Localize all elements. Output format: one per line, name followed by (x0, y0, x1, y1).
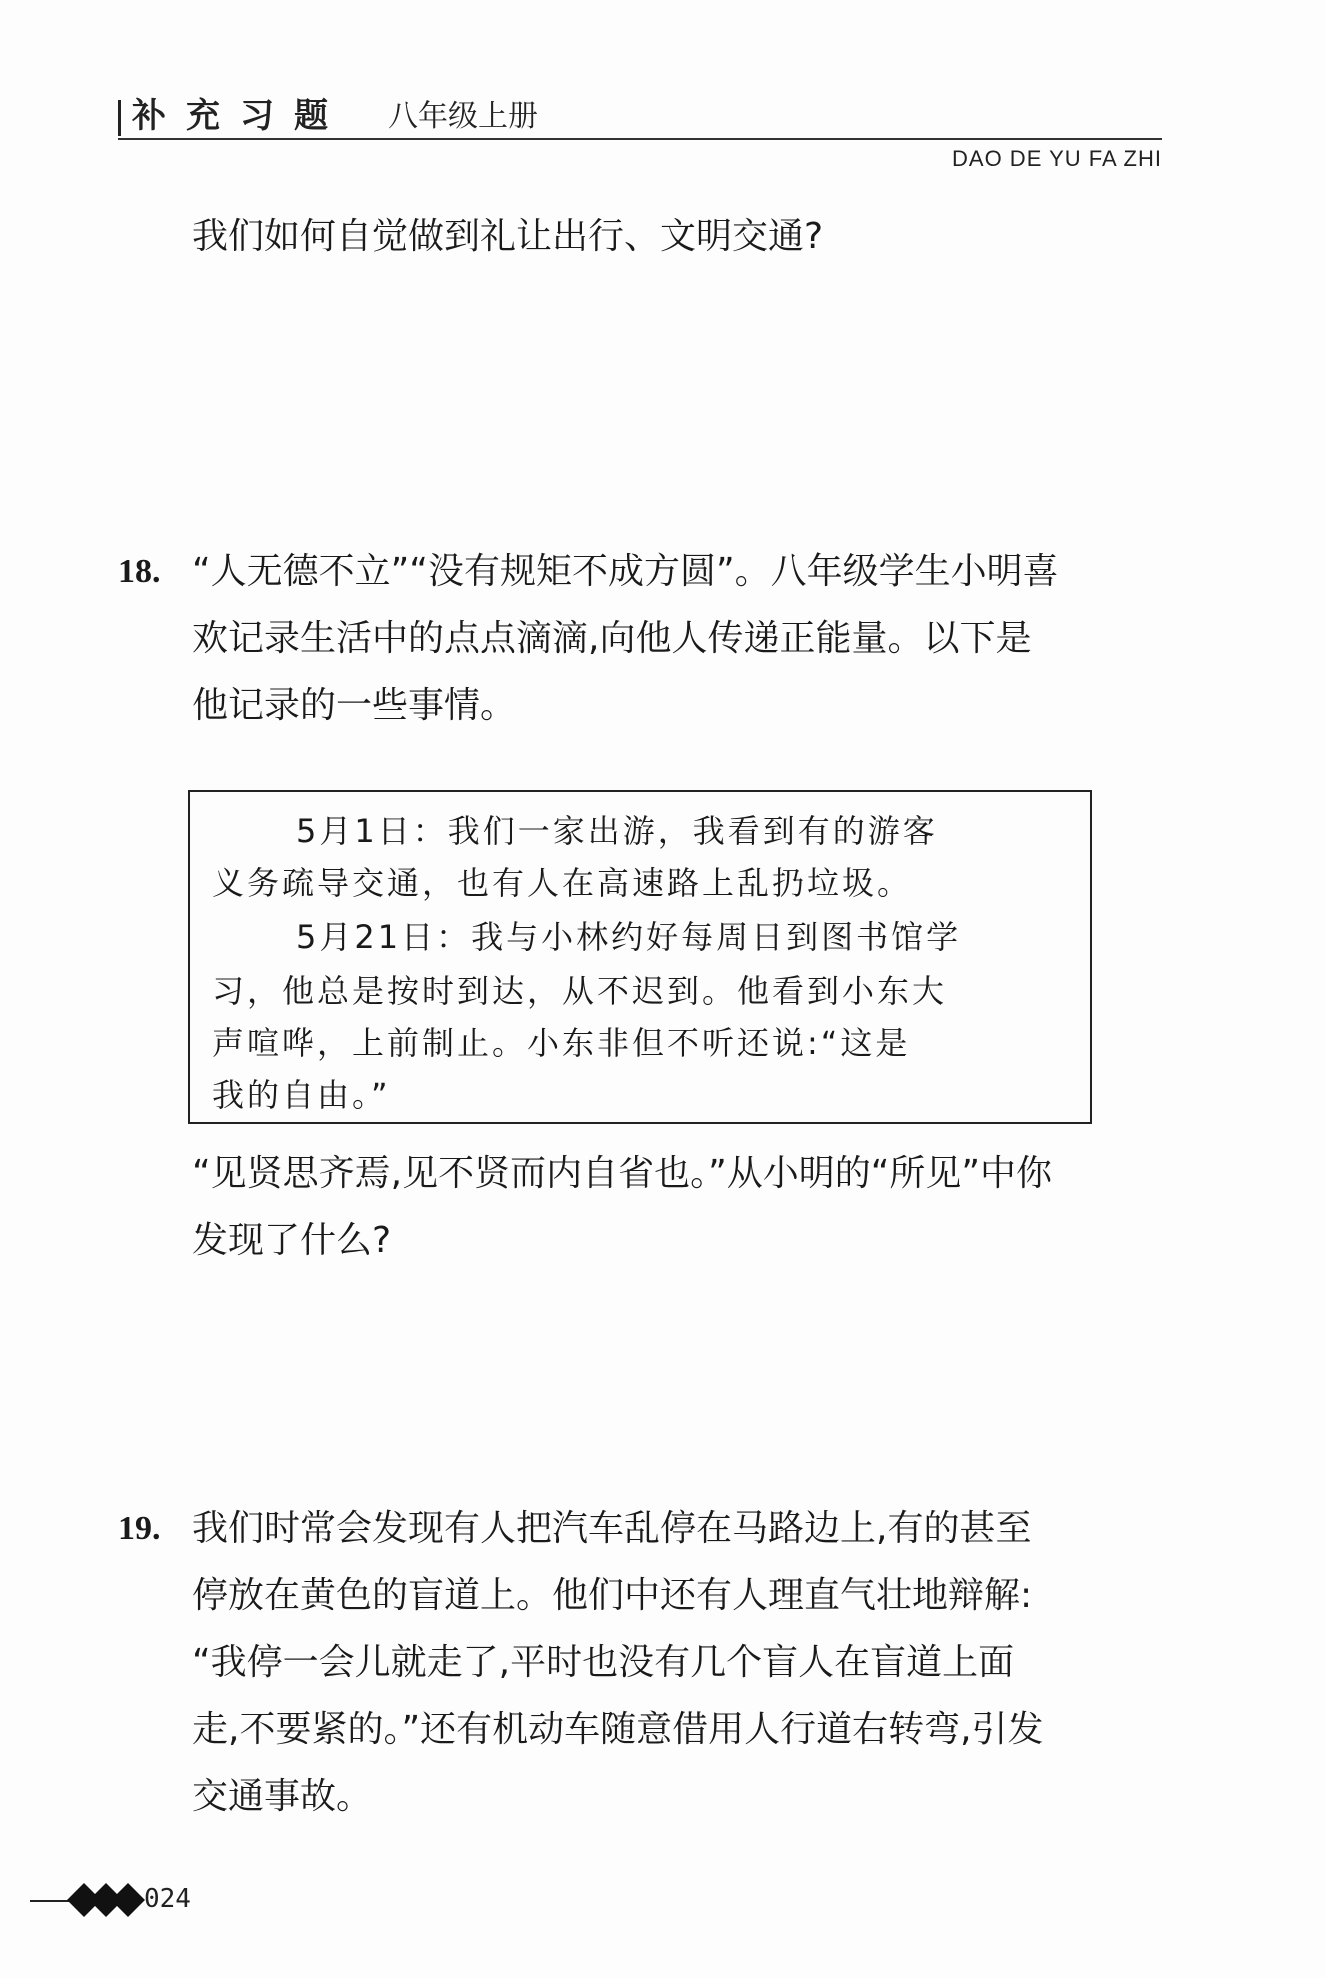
question-19-line: 停放在黄色的盲道上。他们中还有人理直气壮地辩解: (192, 1575, 1033, 1616)
header-bar (118, 100, 121, 136)
question-19-line: 我们时常会发现有人把汽车乱停在马路边上,有的甚至 (192, 1508, 1032, 1549)
record-line: 声喧哗，上前制止。小东非但不听还说:“这是 (212, 1024, 911, 1062)
question-18-line: 欢记录生活中的点点滴滴,向他人传递正能量。以下是 (192, 618, 1032, 659)
question-19-number: 19. (118, 1510, 161, 1547)
record-line: 习，他总是按时到达，从不迟到。他看到小东大 (212, 972, 948, 1010)
page-number: 024 (144, 1884, 191, 1914)
question-19-line: 走,不要紧的。”还有机动车随意借用人行道右转弯,引发 (192, 1709, 1044, 1750)
intro-question: 我们如何自觉做到礼让出行、文明交通? (192, 216, 824, 257)
question-18-prompt: 发现了什么? (192, 1220, 392, 1261)
header-divider (118, 138, 1162, 140)
page-header (118, 96, 1162, 140)
diary-record-box (188, 790, 1092, 1124)
question-18-prompt: “见贤思齐焉,见不贤而内自省也。”从小明的“所见”中你 (192, 1153, 1053, 1194)
record-line: 义务疏导交通，也有人在高速路上乱扔垃圾。 (212, 864, 913, 902)
diamond-icon (111, 1883, 145, 1917)
question-19-line: 交通事故。 (192, 1776, 373, 1817)
question-19-line: “我停一会儿就走了,平时也没有几个盲人在盲道上面 (192, 1642, 1015, 1683)
record-line: 5月1日：我们一家出游，我看到有的游客 (296, 812, 938, 850)
question-18-line: 他记录的一些事情。 (192, 685, 517, 726)
record-line: 我的自由。” (212, 1076, 391, 1114)
footer-rule (30, 1900, 70, 1902)
book-grade-label: 八年级上册 (388, 99, 538, 134)
book-series-title: 补充习题 (132, 96, 348, 136)
question-18-line: “人无德不立”“没有规矩不成方圆”。八年级学生小明喜 (192, 551, 1059, 592)
subject-pinyin: DAO DE YU FA ZHI (952, 146, 1162, 171)
record-line: 5月21日：我与小林约好每周日到图书馆学 (296, 918, 962, 956)
question-18-number: 18. (118, 553, 161, 590)
